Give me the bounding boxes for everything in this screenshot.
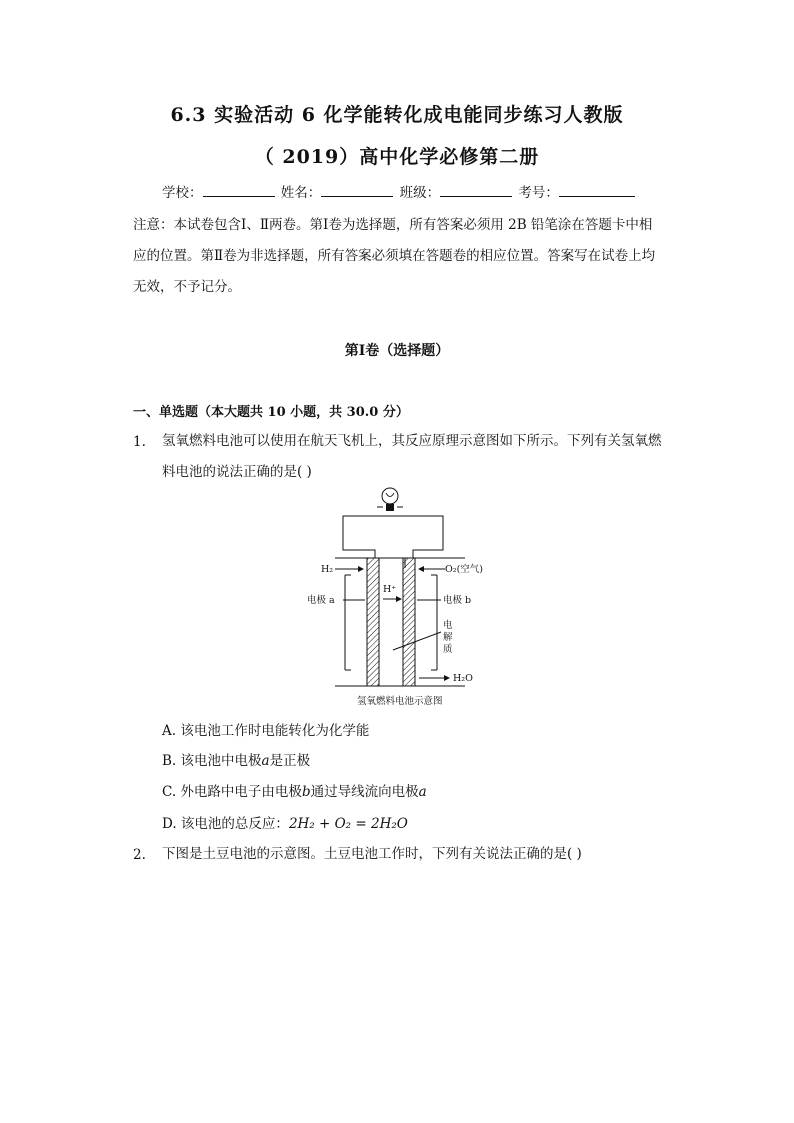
question-1-text: 氢氧燃料电池可以使用在航天飞机上，其反应原理示意图如下所示。下列有关氢氧燃料电池的说法正确的是( ) xyxy=(162,433,662,480)
name-label: 姓名： xyxy=(280,185,322,201)
option-a[interactable]: A. 该电池工作时电能转化为化学能 xyxy=(162,723,370,739)
option-c-var1: b xyxy=(301,784,311,800)
option-c-var2: a xyxy=(418,784,427,800)
fuel-cell-diagram xyxy=(305,480,495,714)
electrode-b-label: 电极 b xyxy=(443,595,472,606)
question-2-number: 2. xyxy=(133,847,146,863)
electrolyte-label-1: 电 xyxy=(443,620,453,631)
h2o-label: H₂O xyxy=(453,673,473,684)
electrode-a-label: 电极 a xyxy=(307,595,335,606)
school-field[interactable] xyxy=(203,182,275,197)
electrode-a xyxy=(367,558,379,686)
question-2-text: 下图是土豆电池的示意图。土豆电池工作时，下列有关说法正确的是( ) xyxy=(162,846,582,862)
class-label: 班级： xyxy=(399,185,441,201)
student-info-line xyxy=(162,181,637,201)
section-title: 第Ⅰ卷（选择题） xyxy=(344,343,450,359)
document-title-line1: 6.3 实验活动 6 化学能转化成电能同步练习人教版 xyxy=(170,104,624,126)
option-d[interactable] xyxy=(162,812,408,832)
light-bulb-icon xyxy=(377,488,403,511)
option-b[interactable] xyxy=(162,749,310,769)
option-c[interactable] xyxy=(162,780,427,800)
question-1-number: 1. xyxy=(133,434,146,450)
class-field[interactable] xyxy=(440,182,512,197)
o2-label: O₂(空气) xyxy=(445,564,484,575)
electrolyte-label-2: 解 xyxy=(443,632,453,643)
option-d-formula: 2H₂ + O₂ = 2H₂O xyxy=(288,816,408,832)
option-d-prefix: D. 该电池的总反应： xyxy=(162,816,289,832)
option-b-var: a xyxy=(261,753,270,769)
document-title-line2: （ 2019）高中化学必修第二册 xyxy=(254,146,540,168)
option-b-suffix: 是正极 xyxy=(269,753,311,769)
exam-number-label: 考号： xyxy=(518,185,559,201)
exam-number-field[interactable] xyxy=(559,182,635,197)
part-title: 一、单选题（本大题共 10 小题，共 30.0 分） xyxy=(133,405,409,420)
electrolyte-label-3: 质 xyxy=(443,644,453,655)
electrode-b xyxy=(403,558,415,686)
option-b-prefix: B. 该电池中电极 xyxy=(162,753,262,769)
h2-label: H₂ xyxy=(321,564,334,575)
exam-notice: 注意：本试卷包含Ⅰ、Ⅱ两卷。第Ⅰ卷为选择题，所有答案必须用 2B 铅笔涂在答题卡中相应的位置。第Ⅱ卷为非选择题，所有答案必须填在答题卷的相应位置。答案写在试卷上均无效，不予记分。 xyxy=(133,217,656,295)
school-label: 学校： xyxy=(162,185,203,201)
option-c-prefix: C. 外电路中电子由电极 xyxy=(162,784,302,800)
diagram-caption: 氢氧燃料电池示意图 xyxy=(357,696,443,707)
external-circuit xyxy=(343,516,443,568)
option-c-mid: 通过导线流向电极 xyxy=(310,784,419,800)
name-field[interactable] xyxy=(321,182,393,197)
h-plus-label: H⁺ xyxy=(383,584,397,595)
